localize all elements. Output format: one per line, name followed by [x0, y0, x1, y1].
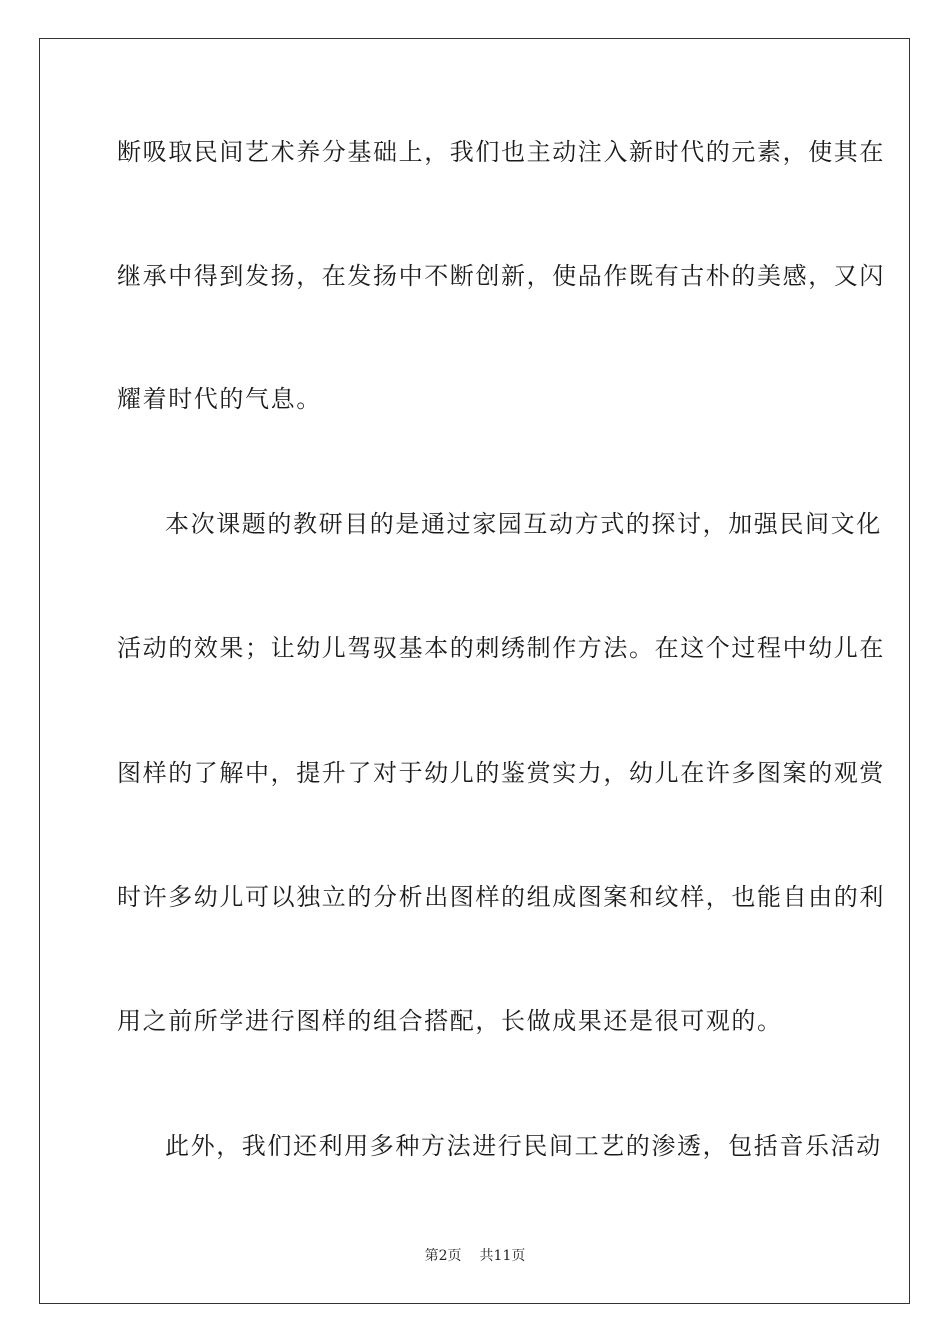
text-line: 用之前所学进行图样的组合搭配，长做成果还是很可观的。 — [117, 1007, 783, 1035]
paragraph-start-line: 此外，我们还利用多种方法进行民间工艺的渗透，包括音乐活动 — [165, 1132, 882, 1160]
text-line: 活动的效果；让幼儿驾驭基本的刺绣制作方法。在这个过程中幼儿在 — [117, 634, 885, 662]
paragraph-start-line: 本次课题的教研目的是通过家园互动方式的探讨，加强民间文化 — [165, 510, 882, 538]
page-number: 第2页 — [424, 1248, 462, 1264]
text-line: 耀着时代的气息。 — [117, 385, 322, 413]
text-line: 图样的了解中，提升了对于幼儿的鉴赏实力，幼儿在许多图案的观赏 — [117, 759, 885, 787]
page-total: 共11页 — [479, 1248, 526, 1264]
page-border — [39, 38, 910, 1304]
text-line: 时许多幼儿可以独立的分析出图样的组成图案和纹样，也能自由的利 — [117, 883, 885, 911]
text-line: 继承中得到发扬，在发扬中不断创新，使品作既有古朴的美感，又闪 — [117, 262, 885, 290]
page-footer — [0, 1246, 950, 1266]
text-line: 断吸取民间艺术养分基础上，我们也主动注入新时代的元素，使其在 — [117, 138, 885, 166]
